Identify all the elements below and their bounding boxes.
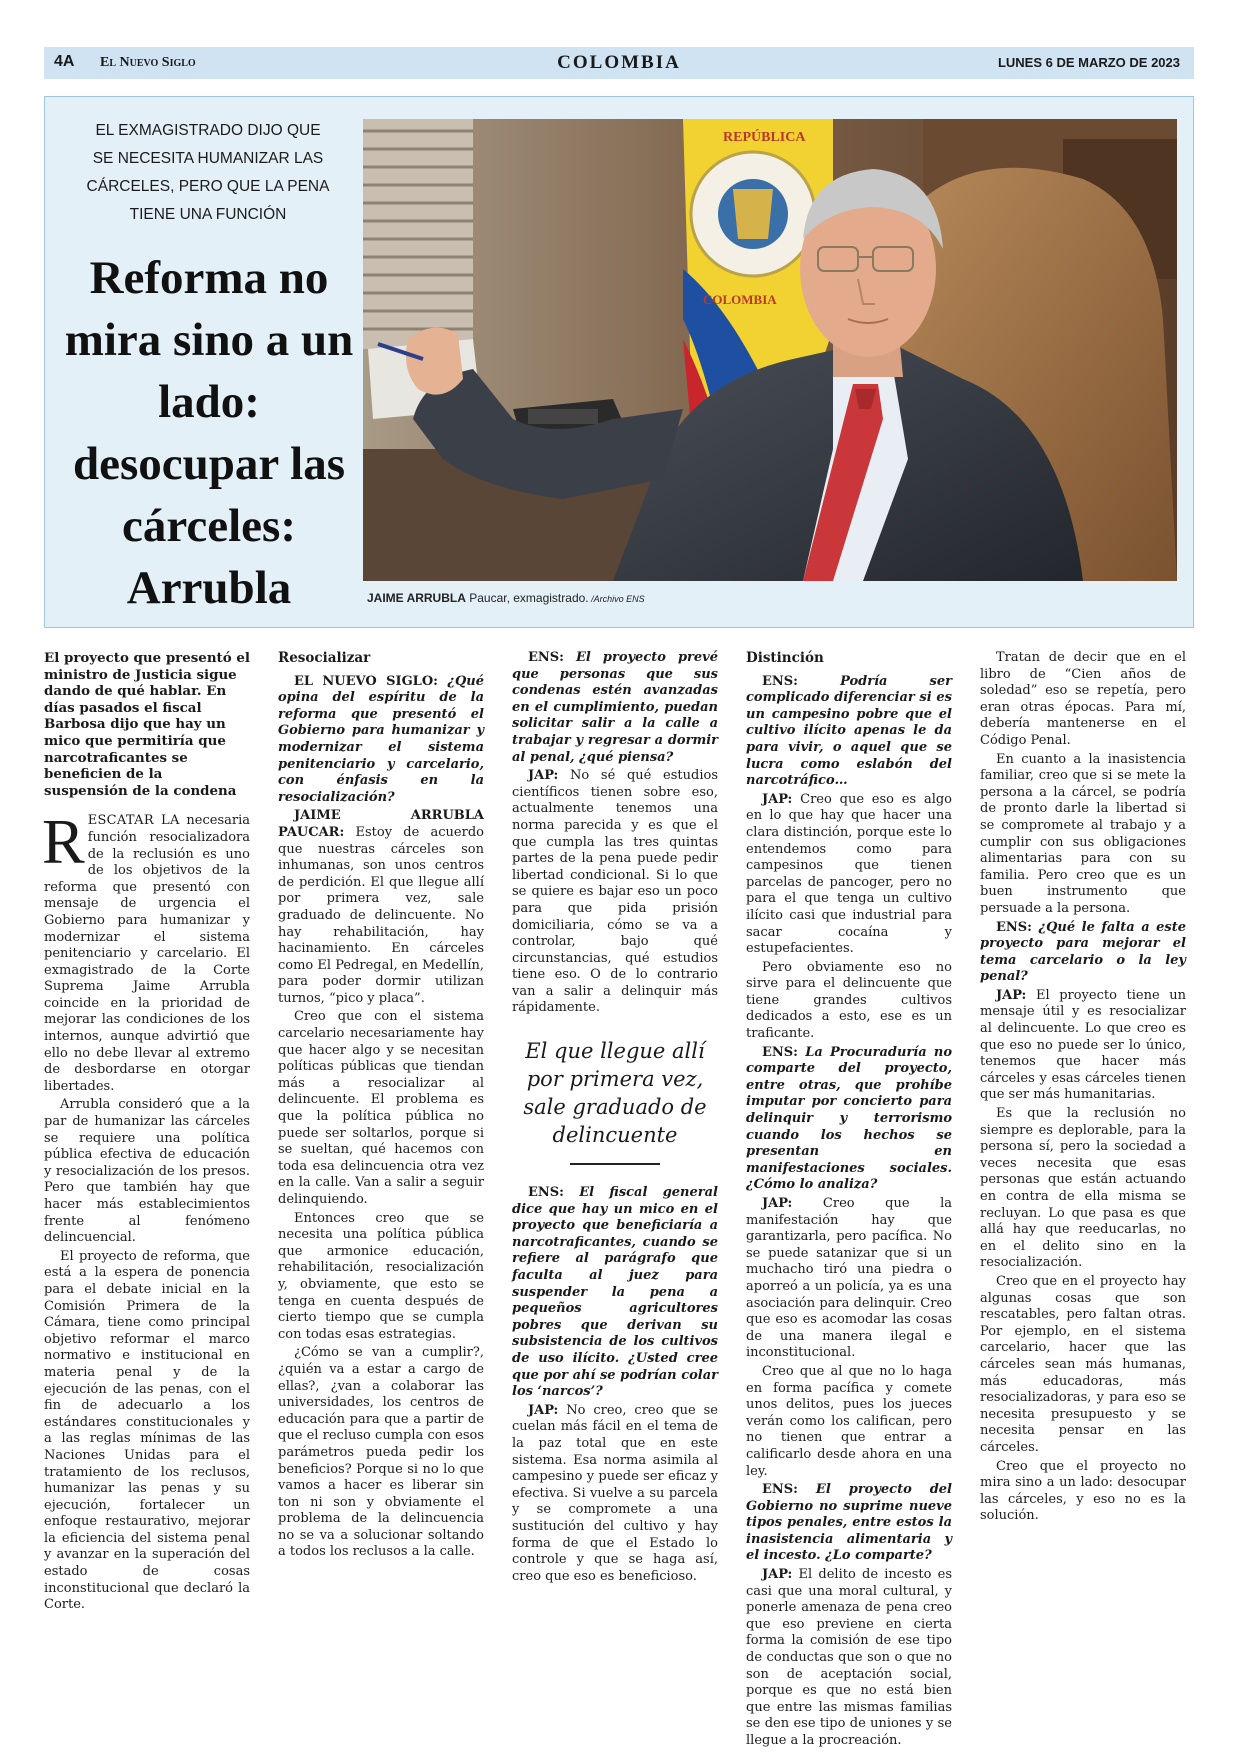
flag-text-bottom: COLOMBIA — [703, 292, 777, 307]
article-paragraph: Es que la reclusión no siempre es deplorable, para la persona sí, pero la sociedad a veces necesita que esas personas que están actuando en contra de ella misma se recluyan. Lo que pasa es que allá hay que reeducarlas, no en el delito sino en la resocialización. — [980, 1106, 1186, 1271]
issue-date: LUNES 6 DE MARZO DE 2023 — [997, 55, 1180, 70]
article-paragraph: Creo que al que no lo haga en forma pacífica y comete unos delitos, pues los jueces verán como los califican, pero no tienen que entrar a calificarlo desde ahora en una ley. — [746, 1363, 952, 1479]
caption-name: JAIME ARRUBLA — [367, 591, 466, 605]
subheading: Resocializar — [278, 650, 371, 666]
article-paragraph: El proyecto de reforma, que está a la espera de ponencia para el debate inicial en la Comisión Primera de la Cámara, tiene como principal objetivo reformar el marco normativo e institucional en materia penal y de la ejecución de las penas, con el fin de adecuarlo a los estándares constitucionales y a las reglas mínimas de las Naciones Unidas para el tratamiento de los reclusos, humanizar las penas y su ejecución, fortalecer un enfoque restaurativo, mejorar la eficiencia del sistema penal y avanzar en la superación del estado de cosas inconstitucional que declaró la Corte. — [44, 1248, 250, 1613]
feature-box — [44, 96, 1194, 628]
article-headline: Reforma no mira sino a un lado: desocupar las cárceles: Arrubla — [64, 252, 354, 614]
answer: JAP: Creo que la manifestación hay que garantizarla, pero pacífica. No se puede satanizar que si un muchacho tiró una piedra o aporreó a un policía, ya es una asociación para delinquir. Creo que eso es acomodar las cosas de una manera ilegal e inconstitucional. — [746, 1196, 952, 1361]
article-paragraph: ¿Cómo se van a cumplir?, ¿quién va a estar a cargo de ellas?, ¿van a colaborar las universidades, los centros de educación para que a partir de que el recluso cumpla con esos parámetros pueda pedir los beneficios? Porque si no lo que vamos a hacer es liberar sin ton ni son y obviamente el problema de la delincuencia no se va a solucionar soltando a todos los reclusos a la calle. — [278, 1345, 484, 1560]
question: ENS: El proyecto del Gobierno no suprime nueve tipos penales, entre estos la inasistencia alimentaria y el incesto. ¿Lo comparte? — [746, 1482, 952, 1564]
flag-text-top: REPÚBLICA — [723, 130, 806, 145]
pull-quote-rule — [570, 1163, 660, 1165]
pull-quote: El que llegue allí por primera vez, sale graduado de delincuente — [523, 1039, 707, 1148]
article-column-4 — [746, 650, 952, 1752]
article-paragraph: RESCATAR LA necesaria función resocializadora de la reclusión es uno de los objetivos de la reforma que presentó con mensaje de urgencia el Gobierno para humanizar y modernizar el sistema penitenciario y carcelario. El exmagistrado de la Corte Suprema Jaime Arrubla coincide en la prioridad de mejorar las condiciones de los internos, aunque advirtió que ello no debe llevar al extremo de desbordarse en otorgar libertades. — [42, 806, 250, 1094]
article-lead: El proyecto que presentó el ministro de Justicia sigue dando de qué hablar. En días pasados el fiscal Barbosa dijo que hay un mico que permitiría que narcotraficantes se beneficien de la suspensión de la condena — [44, 650, 250, 799]
article-kicker: EL EXMAGISTRADO DIJO QUE SE NECESITA HUMANIZAR LAS CÁRCELES, PERO QUE LA PENA TIENE UNA FUNCIÓN — [86, 122, 330, 223]
article-paragraph: Arrubla consideró que a la par de humanizar las cárceles se requiere una política pública efectiva de educación y resocialización de los presos. Pero que también hay que hacer más establecimientos frente al fenómeno delincuencial. — [44, 1097, 250, 1246]
article-paragraph: Tratan de decir que en el libro de “Cien años de soledad” eso se repetía, pero eran otras épocas. Para mí, debería mantenerse en el Código Penal. — [980, 650, 1186, 748]
article-paragraph: Entonces creo que se necesita una política pública que armonice educación, rehabilitación, resocialización y, obviamente, que esto se tenga en cuenta después de cierto tiempo que se cumpla con todas esas estrategias. — [278, 1210, 484, 1342]
question: ENS: El fiscal general dice que hay un mico en el proyecto que beneficiaría a narcotraficantes, cuando se refiere al parágrafo que faculta al juez para suspender la pena a pequeños agricultores pobres que derivan su subsistencia de los cultivos de uso ilícito. ¿Usted cree que por ahí se podrían colar los ‘narcos’? — [512, 1185, 718, 1400]
article-paragraph: Creo que con el sistema carcelario necesariamente hay que hacer algo y se necesitan políticas públicas que tiendan más a resocializar al delincuente. El problema es que la política pública no puede ser soltarlos, porque si se sueltan, qué hacemos con toda esa delincuencia otra vez en la calle. Van a salir a seguir delinquiendo. — [278, 1009, 484, 1207]
caption-text: Paucar, exmagistrado. — [465, 591, 589, 605]
answer: JAP: El proyecto tiene un mensaje útil y es resocializar al delincuente. Lo que creo es que eso no puede ser lo único, tenemos que hacer más cárceles y esas cárceles tienen que ser más humanitarias. — [980, 987, 1186, 1103]
question: EL NUEVO SIGLO: ¿Qué opina del espíritu de la reforma que presentó el Gobierno para humanizar y modernizar el sistema penitenciario y carcelario, con énfasis en la resocialización? — [278, 673, 484, 805]
article-paragraph: Pero obviamente eso no sirve para el delincuente que tiene grandes cultivos dedicados a esto, ese es un traficante. — [746, 959, 952, 1042]
answer: JAP: No sé qué estudios científicos tienen sobre eso, actualmente tenemos una norma parecida y es que el que cumpla las tres quintas partes de la pena puede pedir libertad condicional. Si lo que se quiere es bajar eso un poco para que pida prisión domiciliaria, cómo se va a controlar, bajo qué circunstancias, qué estudios tiene eso. O de lo contrario van a salir a delinquir más rápidamente. — [512, 768, 718, 1016]
section-title: COLOMBIA — [557, 52, 681, 73]
drop-cap: R — [42, 806, 85, 878]
question: ENS: El proyecto prevé que personas que sus condenas estén avanzadas en el cumplimiento, puedan solicitar salir a la calle a trabajar y regresar a dormir al penal, ¿qué piensa? — [512, 650, 718, 765]
page-number: 4A — [54, 53, 75, 70]
answer: JAP: Creo que eso es algo en lo que hay que hacer una clara distinción, porque este lo entendemos como para campesinos que tienen parcelas de pancoger, pero no para el que tenga un cultivo ilícito casi que industrial para sacar cocaína y estupefacientes. — [746, 791, 952, 957]
article-column-2 — [278, 650, 484, 1563]
article-paragraph: Creo que en el proyecto hay algunas cosas que son rescatables, pero faltan otras. Por ejemplo, en el sistema carcelario, hacer que las cárceles sean más humanas, más educadoras, más resocializadoras, y para eso se necesita presupuesto y se necesita pensar en las cárceles. — [980, 1273, 1186, 1455]
question: ENS: Podría ser complicado diferenciar si es un campesino pobre que el cultivo ilícito apenas le da para vivir, o aquel que se lucra como eslabón del narcotráfico… — [746, 673, 952, 789]
article-column-5 — [980, 650, 1186, 1527]
article-photo — [363, 119, 1177, 581]
newspaper-name: El Nuevo Siglo — [100, 55, 196, 70]
question: ENS: ¿Qué le falta a este proyecto para mejorar el tema carcelario o la ley penal? — [980, 919, 1186, 985]
article-paragraph: En cuanto a la inasistencia familiar, creo que si se mete la persona a la cárcel, se podría de pronto darle la libertad si se compromete al trabajo y a cumplir con sus obligaciones alimentarias para con su familia. Pero creo que es un buen instrumento que persuade a la persona. — [980, 751, 1186, 916]
answer: JAP: El delito de incesto es casi que una moral cultural, y ponerle amenaza de pena creo que eso previene en cierta forma la comisión de ese tipo de conductas que son o que no son de aceptación social, porque es que no está bien que entre las mismas familias se den ese tipo de uniones y se llegue a la procreación. — [746, 1567, 952, 1748]
window-blinds — [363, 119, 473, 349]
article-paragraph: Creo que el proyecto no mira sino a un lado: desocupar las cárceles, y eso no es la solución. — [980, 1458, 1186, 1524]
question: ENS: La Procuraduría no comparte del proyecto, entre otras, que prohíbe imputar por concierto para delinquir y terrorismo cuando los hechos se presentan en manifestaciones sociales. ¿Cómo lo analiza? — [746, 1044, 952, 1193]
answer: JAP: No creo, creo que se cuelan más fácil en el tema de la paz total que en este sistema. Esa norma asimila al campesino y puede ser eficaz y efectiva. Si vuelve a su parcela y se compromete a una sustitución del cultivo y hay forma de que el Estado lo controle y que se haga así, creo que eso es beneficioso. — [512, 1402, 718, 1584]
article-column-3 — [512, 650, 718, 1587]
answer: JAIME ARRUBLA PAUCAR: Estoy de acuerdo que nuestras cárceles son inhumanas, son unos centros de perdición. El que llegue allí por primera vez, sale graduado de delincuente. No hay rehabilitación, hay hacinamiento. En cárceles como El Pedregal, en Medellín, para poder dormir utilizan turnos, “pico y placa”. — [278, 808, 484, 1006]
article-column-1 — [44, 650, 250, 1616]
page-header — [44, 47, 1194, 79]
caption-credit: /Archivo ENS — [588, 594, 645, 604]
subheading: Distinción — [746, 650, 824, 666]
photo-caption — [367, 591, 645, 605]
